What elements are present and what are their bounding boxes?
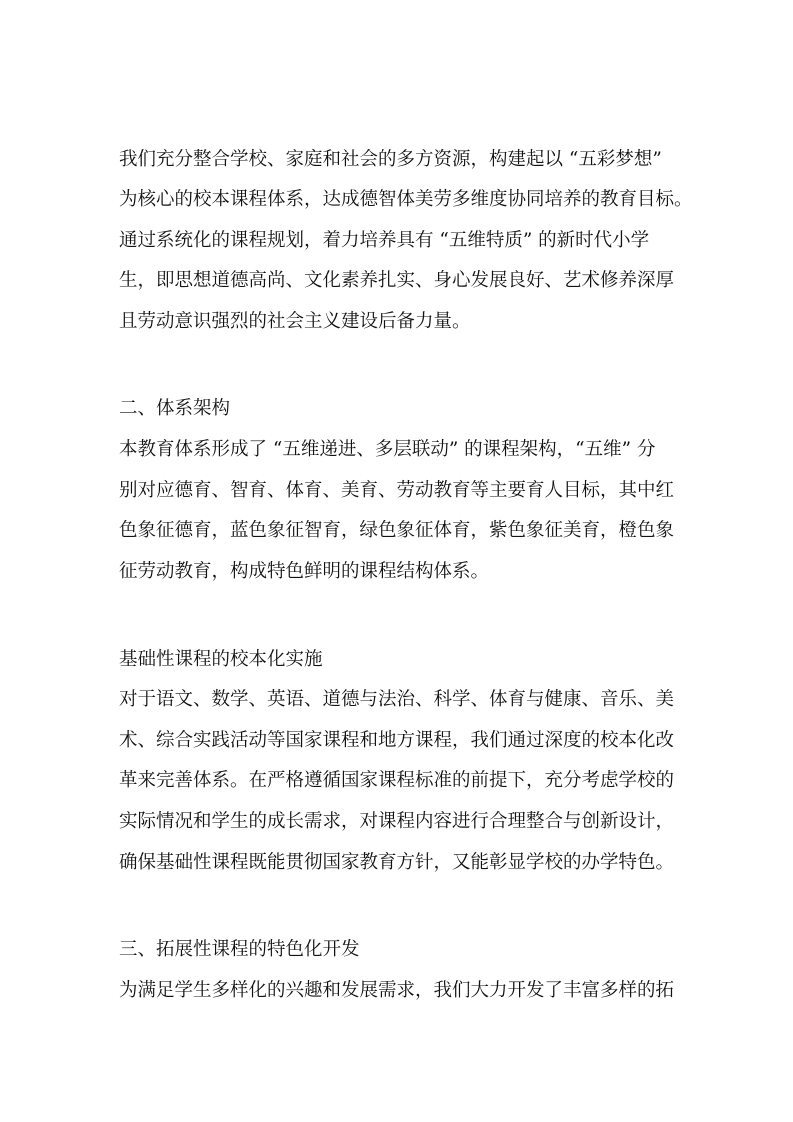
section-two-line-2: 别对应德育、智育、体育、美育、劳动教育等主要育人目标，其中红: [119, 480, 675, 501]
subsection-basic-line-1: 对于语文、数学、英语、道德与法治、科学、体育与健康、音乐、美: [119, 689, 675, 710]
subsection-basic-line-5: 确保基础性课程既能贯彻国家教育方针，又能彰显学校的办学特色。: [119, 852, 675, 873]
intro-line-5: 且劳动意识强烈的社会主义建设后备力量。: [119, 311, 471, 332]
intro-line-2: 为核心的校本课程体系，达成德智体美劳多维度协同培养的教育目标。: [119, 189, 693, 210]
section-three-line-1: 为满足学生多样化的兴趣和发展需求，我们大力开发了丰富多样的拓: [119, 980, 675, 1001]
section-two-line-3: 色象征德育，蓝色象征智育，绿色象征体育，紫色象征美育，橙色象: [119, 520, 675, 541]
intro-line-3: 通过系统化的课程规划，着力培养具有 “五维特质” 的新时代小学: [119, 230, 650, 251]
subsection-basic-heading: 基础性课程的校本化实施: [119, 649, 323, 670]
section-two-line-4: 征劳动教育，构成特色鲜明的课程结构体系。: [119, 561, 490, 582]
section-two-line-1: 本教育体系形成了 “五维递进、多层联动” 的课程架构，“五维” 分: [119, 439, 656, 460]
section-three-heading: 三、拓展性课程的特色化开发: [119, 939, 360, 960]
intro-line-4: 生，即思想道德高尚、文化素养扎实、身心发展良好、艺术修养深厚: [119, 270, 675, 291]
subsection-basic-line-2: 术、综合实践活动等国家课程和地方课程，我们通过深度的校本化改: [119, 730, 675, 751]
section-two-heading: 二、体系架构: [119, 398, 231, 419]
intro-line-1: 我们充分整合学校、家庭和社会的多方资源，构建起以 “五彩梦想”: [119, 149, 662, 170]
subsection-basic-line-4: 实际情况和学生的成长需求，对课程内容进行合理整合与创新设计，: [119, 811, 675, 832]
subsection-basic-line-3: 革来完善体系。在严格遵循国家课程标准的前提下，充分考虑学校的: [119, 770, 675, 791]
